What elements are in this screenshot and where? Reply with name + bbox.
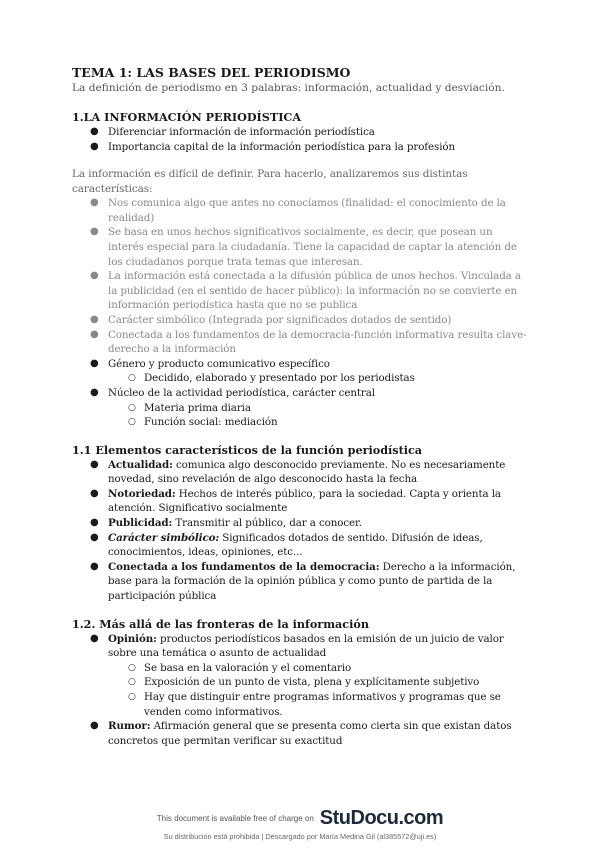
- list-item: ● Notoriedad: Hechos de interés público, para la sociedad. Capta y orienta la atención. Significativo socialmente: [90, 487, 501, 515]
- section1-list: [72, 125, 528, 154]
- studocu-logo[interactable]: StuDocu.com: [319, 806, 444, 829]
- section12-list: [72, 632, 528, 749]
- list-item: ● Diferenciar información de información periodística: [90, 126, 375, 138]
- intro-paragraph: La información es difícil de definir. Para hacerlo, analizaremos sus distintas características:: [72, 168, 468, 195]
- list-item: ● Nos comunica algo que antes no conocíamos (finalidad: el conocimiento de la realidad): [90, 197, 506, 224]
- list-item: ● Conectada a los fundamentos de la democracia-función informativa resulta clave-derecho a la información: [90, 328, 527, 356]
- list-item: ● Género y producto comunicativo específico ○ Decidido, elaborado y presentado por los periodistas: [72, 357, 528, 386]
- characteristics-list: [72, 196, 528, 430]
- sub-list-item: ○ Hay que distinguir entre programas informativos y programas que se venden como informativos.: [128, 691, 501, 718]
- page-subtitle: La definición de periodismo en 3 palabras: información, actualidad y desviación.: [72, 82, 505, 94]
- sub-list-item: ○ Decidido, elaborado y presentado por los periodistas: [128, 372, 415, 385]
- list-item: ● Publicidad: Transmitir al público, dar a conocer.: [90, 517, 362, 530]
- page-title: TEMA 1: LAS BASES DEL PERIODISMO: [72, 65, 351, 80]
- section-heading-1-1: 1.1 Elementos característicos de la función periodística: [72, 442, 423, 457]
- footer-availability: [0, 807, 600, 829]
- footer-distribution: Su distribución está prohibida | Descargado por María Medina Gil (al385572@uji.es): [163, 832, 437, 841]
- sub-list-item: ○ Materia prima diaria: [128, 401, 251, 414]
- list-item: ● Núcleo de la actividad periodística, carácter central ○ Materia prima diaria ○ Función social: mediación: [72, 386, 528, 430]
- section11-list: [72, 458, 528, 604]
- sub-list-item: ○ Se basa en la valoración y el comentario: [128, 661, 352, 674]
- sub-list-item: ○ Función social: mediación: [128, 416, 278, 429]
- document-page: [72, 64, 528, 748]
- section-heading-1-2: 1.2. Más allá de las fronteras de la información: [72, 616, 369, 631]
- list-item: ● Opinión: productos periodísticos basados en la emisión de un juicio de valor sobre una temática o asunto de actualidad ○ Se basa en la valoración y el comentario ○ Exposición de un punto de vista, plena y explícitamente subjetivo ○ Hay que distinguir entre programas informativos y programas que se venden como informativos.: [72, 632, 528, 720]
- list-item: ● Importancia capital de la información periodística para la profesión: [90, 140, 456, 153]
- list-item: ● Carácter simbólico: Significados dotados de sentido. Difusión de ideas, conocimientos, ideas, opiniones, etc...: [90, 531, 483, 559]
- list-item: ● La información está conectada a la difusión pública de unos hechos. Vinculada a la publicidad (en el sentido de hacer público): la información no se convierte en información periodística hasta que no se publica: [90, 270, 521, 312]
- sub-list-item: ○ Exposición de un punto de vista, plena y explícitamente subjetivo: [128, 676, 480, 689]
- section-heading-1: 1.LA INFORMACIÓN PERIODÍSTICA: [72, 110, 302, 124]
- list-item: ● Conectada a los fundamentos de la democracia: Derecho a la información, base para la formación de la opinión pública y como punto de partida de la participación pública: [90, 560, 516, 603]
- availability-text: This document is available free of charge on: [156, 813, 314, 823]
- list-item: ● Actualidad: comunica algo desconocido previamente. No es necesariamente novedad, sino revelación de algo desconocido hasta la fecha: [90, 458, 506, 486]
- list-item: ● Se basa en unos hechos significativos socialmente, es decir, que posean un interés especial para la ciudadanía. Tiene la capacidad de captar la atención de los ciudadanos porque trata temas que interesan.: [90, 226, 517, 268]
- list-item: ● Rumor: Afirmación general que se presenta como cierta sin que existan datos concretos que permitan verificar su exactitud: [90, 720, 512, 747]
- list-item: ● Carácter simbólico (Integrada por significados dotados de sentido): [90, 313, 452, 326]
